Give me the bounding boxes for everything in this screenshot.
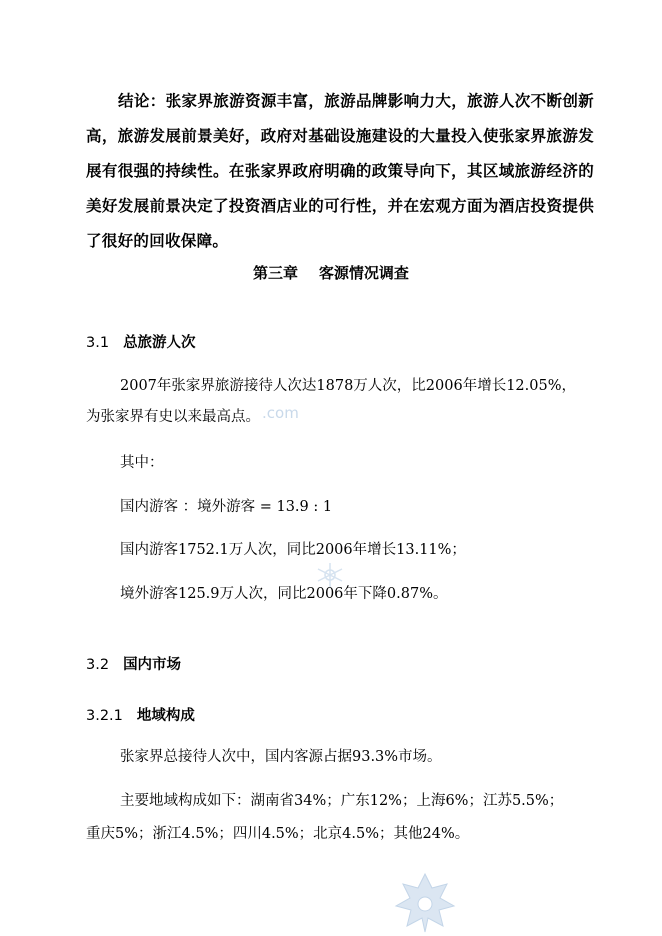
chapter-title: 第三章 客源情况调查	[253, 264, 409, 282]
body-line: 国内游客1752.1万人次，同比2006年增长13.11%；	[120, 542, 466, 558]
section-number: 3.1	[86, 335, 110, 351]
body-line: 境外游客125.9万人次，同比2006年下降0.87%。	[120, 586, 448, 602]
body-line: 主要地域构成如下：湖南省34%；广东12%；上海6%；江苏5.5%；	[120, 793, 564, 809]
watermark-text: .com	[262, 404, 299, 422]
body-line: 为张家界有史以来最高点。	[86, 409, 260, 425]
section-title: 国内市场	[123, 657, 182, 673]
body-line: 张家界总接待人次中，国内客源占据93.3%市场。	[120, 749, 442, 765]
body-line: 国内游客 ：境外游客 = 13.9 : 1	[120, 499, 333, 515]
section-3-2-1-heading	[86, 704, 195, 725]
body-line: 其中：	[120, 455, 164, 471]
section-title: 总旅游人次	[123, 335, 196, 351]
body-line: 2007年张家界旅游接待人次达1878万人次，比2006年增长12.05%，	[120, 378, 576, 394]
section-3-1-heading	[86, 331, 196, 352]
body-line: 重庆5%；浙江4.5%；四川4.5%；北京4.5%；其他24%。	[86, 826, 470, 842]
section-number: 3.2	[86, 657, 110, 673]
snowflake-logo-icon	[390, 870, 460, 936]
conclusion-paragraph: 结论：张家界旅游资源丰富，旅游品牌影响力大，旅游人次不断创新高，旅游发展前景美好，政府对基础设施建设的大量投入使张家界旅游发展有很强的持续性。在张家界政府明确的政策导向下，其区域旅游经济的美好发展前景决定了投资酒店业的可行性，并在宏观方面为酒店投资提供了很好的回收保障。	[86, 92, 594, 250]
snowflake-logo-icon	[310, 560, 350, 590]
section-3-2-heading	[86, 653, 181, 674]
section-number: 3.2.1	[86, 708, 123, 724]
section-title: 地域构成	[136, 708, 195, 724]
